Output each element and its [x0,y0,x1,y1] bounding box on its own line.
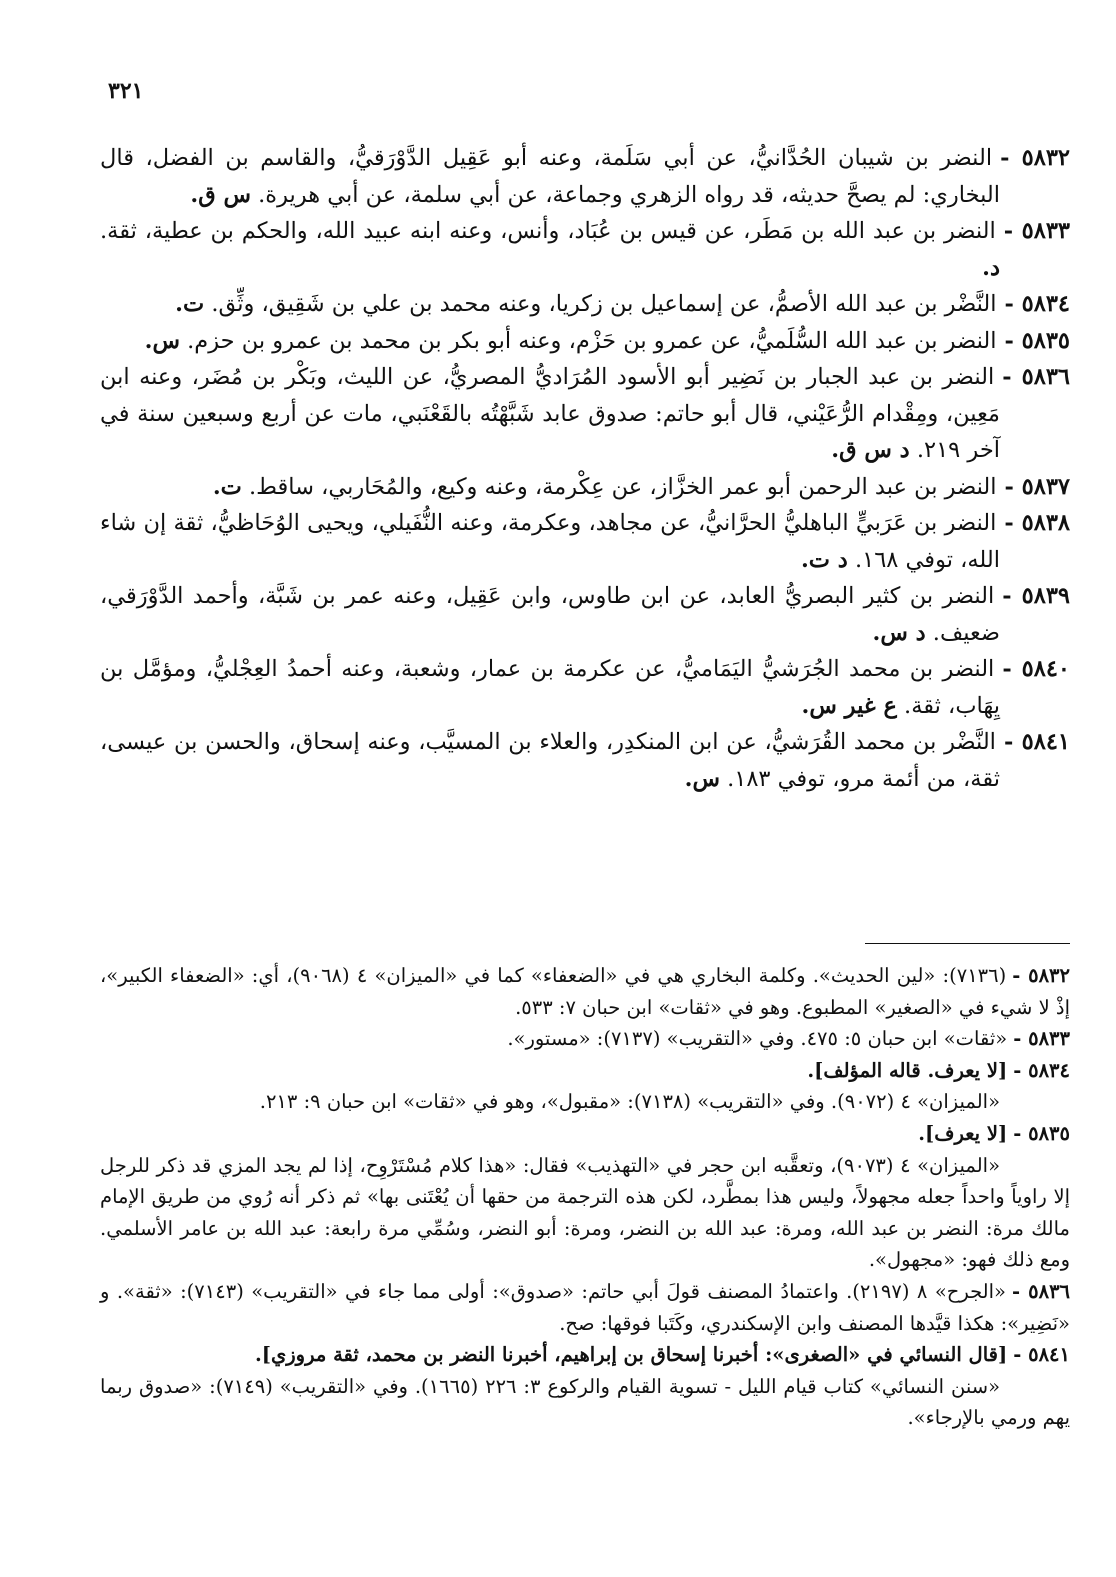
entry-5834 [100,286,1070,323]
footnote-heading: [لا يعرف]. [918,1121,1008,1145]
entry-text: النَّضْر بن عبد الله الأصمُّ، عن إسماعيل بن زكريا، وعنه محمد بن علي بن شَقِيق، وثِّق. [211,291,997,317]
footnote-number: ٥٨٣٢ - [1012,964,1070,987]
entry-number: ٥٨٣٩ - [1002,583,1070,609]
entry-number: ٥٨٤٠ - [1002,656,1071,682]
entry-text: النضر بن عبد الله بن مَطَر، عن قيس بن عُبَاد، وأنس، وعنه ابنه عبيد الله، والحكم بن عطية، ثقة. [100,218,996,244]
entry-text: النضر بن عَرَبيٍّ الباهليُّ الحرَّانيُّ، عن مجاهد، وعكرمة، وعنه النُّفَيلي، ويحيى الوُحَاظيُّ، ثقة إن شاء الله، توفي ١٦٨. [100,510,1000,573]
entry-5839 [100,578,1070,651]
footnote-5833 [100,1023,1070,1055]
entry-code: ع غير س. [801,692,897,719]
entry-5838 [100,505,1070,578]
entry-code: ت. [175,291,205,317]
biography-entries [100,140,1070,797]
entry-text: النضر بن عبد الله السُّلَميُّ، عن عمرو بن حَزْم، وعنه أبو بكر بن محمد بن عمرو بن حزم. [187,327,997,354]
footnote-text: «سنن النسائي» كتاب قيام الليل - تسوية القيام والركوع ٣: ٢٢٦ (١٦٦٥). وفي «التقريب» (٧١٤٩): «صدوق ربما يهم ورمي بالإرجاء». [100,1374,1070,1430]
footnote-5834-body [100,1086,1070,1118]
entry-code: س ق. [190,181,251,208]
footnote-number: ٥٨٣٤ - [1013,1058,1070,1082]
footnote-heading: [لا يعرف. قاله المؤلف]. [807,1058,1008,1082]
entry-5840 [100,651,1070,724]
entry-code: د ت. [800,546,848,573]
footnote-text: (٧١٣٦): «لين الحديث». وكلمة البخاري هي في «الضعفاء» كما في «الميزان» ٤ (٩٠٦٨)، أي: «الضعفاء الكبير»، إذْ لا شيء في «الصغير» المطبوع. وهو في «ثقات» ابن حبان ٧: ٥٣٣. [100,964,1070,1019]
entry-number: ٥٨٣٥ - [1004,327,1070,354]
entry-text: النضر بن كثير البصريُّ العابد، عن ابن طاوس، وابن عَقِيل، وعنه عمر بن شَبَّة، وأحمد الدَّوْرَقي، ضعيف. [100,583,1000,646]
footnote-5836 [100,1276,1070,1339]
entry-text: النضر بن عبد الجبار بن نَضِير أبو الأسود المُرَاديُّ المصريُّ، عن الليث، وبَكْر بن مُضَر، وعنه ابن مَعِين، ومِقْدام الرُّعَيْني، قال أبو حاتم: صدوق عابد شَبَّهْتُه بالقَعْنَبي، مات عن أربع وسبعين سنة في آخر ٢١٩. [100,364,1000,463]
entry-5836 [100,359,1070,469]
entry-code: د س ق. [831,437,910,463]
entry-text: النضر بن عبد الرحمن أبو عمر الخزَّاز، عن عِكْرمة، وعنه وكيع، والمُحَاربي، ساقط. [249,473,997,500]
entry-number: ٥٨٣٣ - [1003,218,1071,244]
footnote-heading: [قال النسائي في «الصغرى»: أخبرنا إسحاق بن إبراهيم، أخبرنا النضر بن محمد، ثقة مروزي]. [254,1343,1008,1367]
footnote-5835 [100,1118,1070,1150]
entry-code: س. [684,765,720,792]
footnote-5834 [100,1055,1070,1087]
footnote-text: «الميزان» ٤ (٩٠٧٢). وفي «التقريب» (٧١٣٨): «مقبول»، وهو في «ثقات» ابن حبان ٩: ٢١٣. [259,1090,1000,1114]
entry-number: ٥٨٣٨ - [1004,510,1070,536]
footnote-5835-body [100,1150,1070,1276]
footnote-text: «الجرح» ٨ (٢١٩٧). واعتمادُ المصنف قولَ أبي حاتم: «صدوق»: أولى مما جاء في «التقريب» (٧١٤٣): «ثقة». و «نَضِير»: هكذا قيَّدها المصنف وابن الإسكندري، وكَتَبا فوقها: صح. [100,1279,1070,1335]
entry-5841 [100,724,1070,797]
entry-number: ٥٨٤١ - [1003,729,1071,755]
entry-5832 [100,140,1070,213]
entry-number: ٥٨٣٤ - [1004,291,1070,317]
page-number: ٣٢١ [108,78,144,104]
entry-number: ٥٨٣٦ - [1002,364,1071,390]
entry-number: ٥٨٣٢ - [1000,145,1071,171]
entry-5837 [100,469,1070,506]
footnote-divider [865,943,1070,944]
entry-code: ت. [212,473,242,500]
entry-5833 [100,213,1070,286]
entry-text: النَّضْر بن محمد القُرَشيُّ، عن ابن المنكدِر، والعلاء بن المسيَّب، وعنه إسحاق، والحسن بن عيسى، ثقة، من أئمة مرو، توفي ١٨٣. [100,729,1000,792]
footnote-5841 [100,1339,1070,1371]
footnote-number: ٥٨٣٣ - [1013,1027,1070,1051]
entry-text: النضر بن شيبان الحُدَّانيُّ، عن أبي سَلَمة، وعنه أبو عَقِيل الدَّوْرَقيُّ، والقاسم بن الفضل، قال البخاري: لم يصحَّ حديثه، قد رواه الزهري وجماعة، عن أبي سلمة، عن أبي هريرة. [100,145,1000,208]
footnote-5841-body [100,1371,1070,1434]
entry-code: س. [144,327,180,354]
entry-text: النضر بن محمد الجُرَشيُّ اليَمَاميُّ، عن عكرمة بن عمار، وشعبة، وعنه أحمدُ العِجْليُّ، ومؤمَّل بن يِهَاب، ثقة. [100,656,1000,719]
entry-5835 [100,323,1070,360]
entry-code: د س. [872,619,926,646]
footnote-number: ٥٨٤١ - [1013,1343,1070,1367]
footnote-text: «الميزان» ٤ (٩٠٧٣)، وتعقَّبه ابن حجر في «التهذيب» فقال: «هذا كلام مُسْتَرْوِح، إذا لم يجد المزي قد ذكر للرجل إلا راوياً واحداً جعله مجهولاً، وليس هذا بمطَّرد، لكن هذه الترجمة من حقها أن يُعْتَنى بها» ثم ذكر أنه رُوي من طريق الإمام مالك مرة: النضر بن عبد الله، ومرة: عبد الله بن النضر، ومرة: أبو النضر، وسُمِّي مرة رابعة: عبد الله بن عامر الأسلمي. ومع ذلك فهو: «مجهول». [100,1153,1070,1272]
footnote-5832 [100,960,1070,1023]
entry-number: ٥٨٣٧ - [1004,473,1070,500]
footnotes [100,960,1070,1434]
footnote-text: «ثقات» ابن حبان ٥: ٤٧٥. وفي «التقريب» (٧١٣٧): «مستور». [507,1027,1008,1051]
entry-code: د. [982,254,1000,281]
footnote-number: ٥٨٣٥ - [1013,1121,1070,1145]
footnote-number: ٥٨٣٦ - [1011,1279,1071,1303]
